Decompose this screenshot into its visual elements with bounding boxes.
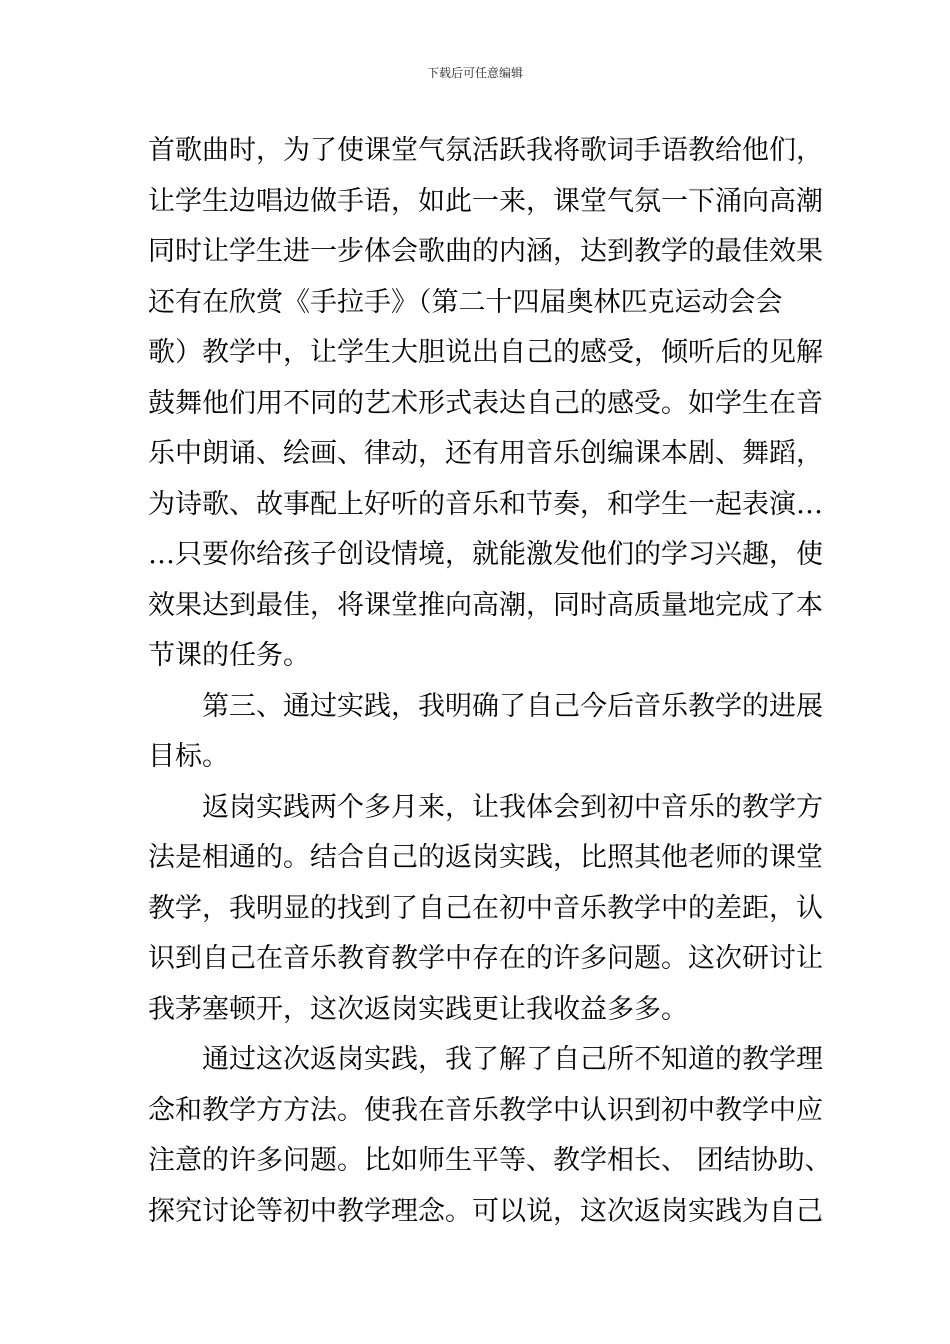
page-header: 下载后可任意编辑: [426, 66, 523, 80]
text-line: 法是相通的。结合自己的返岗实践，比照其他老师的课堂: [148, 842, 823, 873]
text-line: 注意的许多问题。比如师生平等、教学相长、 团结协助、: [148, 1145, 832, 1176]
text-line: 首歌曲时，为了使课堂气氛活跃我将歌词手语教给他们，: [148, 135, 823, 166]
paragraph: [148, 126, 823, 682]
text-line: 鼓舞他们用不同的艺术形式表达自己的感受。如学生在音: [148, 387, 823, 419]
text-line: 还有在欣赏《手拉手》（第二十四届奥林匹克运动会会: [148, 286, 783, 318]
paragraph: [148, 682, 823, 783]
text-line: 探究讨论等初中教学理念。可以说，这次返岗实践为自己: [148, 1195, 823, 1227]
text-line: 乐中朗诵、绘画、律动，还有用音乐创编课本剧、舞蹈，: [148, 438, 823, 469]
document-body: [148, 126, 832, 1237]
text-line: 识到自己在音乐教育教学中存在的许多问题。这次研讨让: [148, 943, 823, 974]
text-line: 通过这次返岗实践，我了解了自己所不知道的教学理: [202, 1044, 823, 1075]
text-line: 同时让学生进一步体会歌曲的内涵，达到教学的最佳效果: [148, 236, 823, 267]
text-line: 念和教学方方法。使我在音乐教学中认识到初中教学中应: [148, 1094, 823, 1126]
text-line: 让学生边唱边做手语，如此一来，课堂气氛一下涌向高潮: [148, 185, 823, 217]
text-line: …只要你给孩子创设情境，就能激发他们的学习兴趣，使: [148, 539, 823, 570]
text-line: 歌）教学中，让学生大胆说出自己的感受，倾听后的见解: [148, 337, 823, 368]
text-line: 教学，我明显的找到了自己在初中音乐教学中的差距，认: [148, 892, 823, 924]
text-line: 节课的任务。: [148, 640, 310, 671]
text-line: 第三、通过实践，我明确了自己今后音乐教学的进展: [202, 690, 823, 722]
text-line: 我茅塞顿开，这次返岗实践更让我收益多多。: [148, 993, 688, 1025]
paragraph: [148, 1035, 832, 1237]
text-line: 效果达到最佳，将课堂推向高潮，同时高质量地完成了本: [148, 589, 823, 621]
text-line: 目标。: [148, 741, 229, 772]
text-line: 为诗歌、故事配上好听的音乐和节奏，和学生一起表演…: [148, 488, 823, 520]
text-line: 返岗实践两个多月来，让我体会到初中音乐的教学方: [202, 791, 823, 823]
paragraph: [148, 783, 823, 1036]
